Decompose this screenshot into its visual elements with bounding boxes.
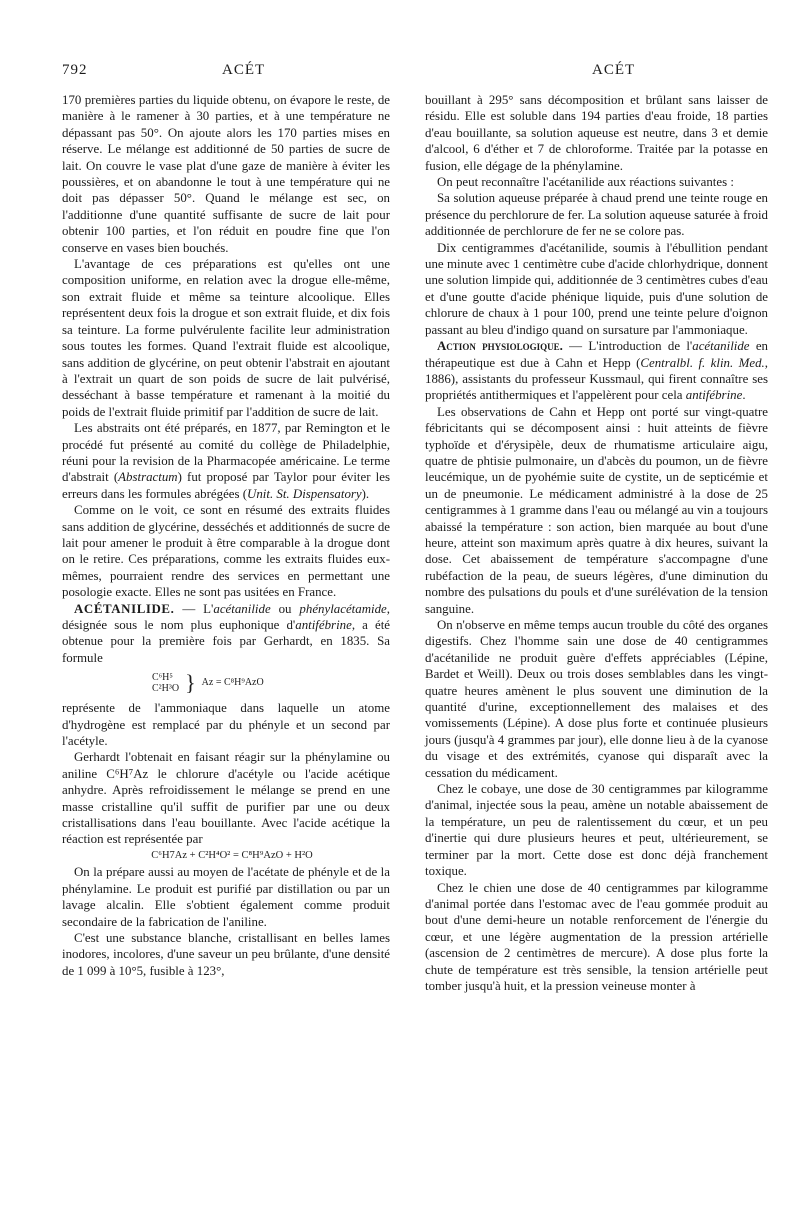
- left-column: [62, 92, 390, 979]
- right-column: [425, 92, 768, 994]
- formula-rhs: Az = C⁸H⁹AzO: [201, 677, 264, 689]
- italic-reference: Unit. St. Dispensatory: [247, 486, 362, 501]
- paragraph: L'avantage de ces préparations est qu'elles ont une composition uniforme, en relation avec la drogue elle-même, son extrait fluide et même sa teinture alcoolique. Elles représentent deux fois la drogue et son extrait fluide, et dix fois sa teinture. La forme pulvérulente facilite leur administration sous toutes les formes. Quand l'extrait fluide est alcoolique, sans addition de glycérine, on peut obtenir l'abstrait en ajoutant à l'extrait un quart de son poids de sucre de lait pulvérisé, desséchant à basse température et ramenant à la moitié du poids de l'extrait fluide primitif par l'addition de sucre de lait.: [62, 257, 390, 419]
- running-header: [0, 62, 800, 82]
- paragraph: Dix centigrammes d'acétanilide, soumis à l'ébullition pendant une minute avec 1 centimètre cube d'acide chlorhydrique, donnent une solution limpide qui, additionnée de 3 centimètres cubes d'eau et d'une goutte d'acide phénique liquide, puis d'une solution de chlorure de chaux à 1 pour 100, prend une teinte pelure d'oignon passant au bleu d'indigo quand on sursature par l'ammoniaque.: [425, 240, 768, 337]
- paragraph: On la prépare aussi au moyen de l'acétate de phényle et de la phénylamine. Le produit est purifié par distillation ou par un lavage alcalin. Elle s'obtient également comme produit secondaire de la fabrication de l'aniline.: [62, 865, 390, 929]
- paragraph: 170 premières parties du liquide obtenu, on évapore le reste, de manière à le ramener à 30 parties, et à une température ne dépassant pas 50°. On ajoute alors les 170 parties mises en réserve. Le mélange est additionné de 50 parties de sucre de lait. On couvre le vase plat d'une gaze de manière à éviter les poussières, et on abandonne le tout à une température qui ne doit pas dépasser 50°. Quand le mélange est sec, on l'additionne d'une quantité suffisante de sucre de lait pour obtenir 100 parties, et l'on réduit en poudre fine que l'on conserve en vases bien bouchés.: [62, 93, 390, 255]
- formula-top: C⁶H⁵: [152, 672, 173, 684]
- running-title-right: ACÉT: [592, 62, 636, 78]
- paragraph: Chez le cobaye, une dose de 30 centigrammes par kilogramme d'animal, injectée sous la peau, amène un notable abaissement de la température, un peu de ralentissement du cœur, et un peu d'inertie qui dure plusieurs heures et peut, ultérieurement, se terminer par la mort. Cette dose est donc déjà franchement toxique.: [425, 782, 768, 879]
- paragraph: Gerhardt l'obtenait en faisant réagir sur la phénylamine ou aniline C⁶H⁷Az le chlorure d'acétyle ou l'acide acétique anhydre. Après refroidissement le mélange se prend en une masse cristalline qu'il suffit de purifier par une ou deux cristallisations dans l'eau bouillante. Avec l'acide acétique la réaction est représentée par: [62, 750, 390, 847]
- brace-icon: }: [185, 670, 196, 696]
- section-heading: Action physiologique.: [437, 339, 563, 354]
- section-paragraph: Action physiologique. — L'introduction de l'acétanilide en thérapeutique est due à Cahn et Hepp (Centralbl. f. klin. Med., 1886), assistants du professeur Kussmaul, qui firent connaître ses propriétés antithermiques et l'appelèrent pour cela antifébrine.: [425, 339, 769, 403]
- paragraph: Comme on le voit, ce sont en résumé des extraits fluides sans addition de glycérine, desséchés et additionnés de sucre de lait pour amener le produit à être comparable à la drogue dont on le retire. Ces préparations, comme les extraits fluides eux-mêmes, pourraient rendre des services en permettant une posologie exacte. Elles ne sont pas usitées en France.: [62, 503, 390, 600]
- entry-heading: ACÉTANILIDE.: [74, 601, 175, 616]
- paragraph: C'est une substance blanche, cristallisant en belles lames inodores, incolores, d'une saveur un peu brûlante, d'une densité de 1 099 à 10°5, fusible à 123°,: [62, 930, 390, 978]
- running-title-left: ACÉT: [222, 62, 266, 78]
- paragraph: Les abstraits ont été préparés, en 1877, par Remington et le procédé fut présenté au comité du collège de Philadelphie, réuni pour la revision de la Pharmacopée américaine. Le terme d'abstrait (Abstractum) fut proposé par Taylor pour éviter les erreurs dans les formules abrégées (Unit. St. Dispensatory).: [62, 421, 390, 501]
- page-number: 792: [62, 62, 88, 78]
- chemical-formula: [152, 672, 390, 694]
- paragraph: représente de l'ammoniaque dans laquelle un atome d'hydrogène est remplacé par du phényle et un second par l'acétyle.: [62, 701, 390, 749]
- paragraph: On peut reconnaître l'acétanilide aux réactions suivantes :: [437, 175, 734, 190]
- italic-reference: Centralbl. f. klin. Med.: [640, 355, 765, 370]
- entry-paragraph: ACÉTANILIDE. — L'acétanilide ou phénylacétamide, désignée sous le nom plus euphonique d'antifébrine, a été obtenue pour la première fois par Gerhardt, en 1835. Sa formule: [62, 601, 390, 665]
- italic-term: Abstractum: [118, 470, 178, 485]
- paragraph: On n'observe en même temps aucun trouble du côté des organes digestifs. Chez l'homme sain une dose de 40 centigrammes d'acétanilide ne produit guère d'effets appréciables (Lépine, Bardet et Weill). Deux ou trois doses semblables dans les vingt-quatre heures amènent le plus souvent une diminution de la quantité d'urine, exceptionnellement des malaises et des vomissements (Lépine). A dose plus forte et continuée plusieurs jours (jusqu'à 4 grammes par jour), elle donne lieu à de la cyanose du visage et des extrémités, cyanose qui disparaît avec la cessation du médicament.: [425, 618, 768, 780]
- paragraph: bouillant à 295° sans décomposition et brûlant sans laisser de résidu. Elle est soluble dans 194 parties d'eau froide, 18 parties d'eau bouillante, sa solution aqueuse est neutre, dans 3 et demie d'alcool, 6 d'éther et 7 de chloroforme. Traitée par la potasse en fusion, elle dégage de la phénylamine.: [425, 93, 768, 173]
- paragraph: Sa solution aqueuse préparée à chaud prend une teinte rouge en présence du perchlorure de fer. La solution aqueuse saturée à froid additionnée de perchlorure de fer ne se colore pas.: [425, 191, 768, 239]
- formula-bottom: C²H³O: [152, 683, 180, 695]
- chemical-equation: C⁶H7Az + C²H⁴O² = C⁸H⁹AzO + H²O: [151, 849, 313, 861]
- paragraph: Les observations de Cahn et Hepp ont porté sur vingt-quatre fébricitants qui se décomposent ainsi : huit atteints de fièvre typhoïde et d'érysipèle, deux de rhumatisme articulaire aigu, quatre de phtisie pulmonaire, un d'abcès du poumon, un de fièvre leucémique, un de pyohémie suite de cystite, un de septicémie et un de pneumonie. Le médicament administré à la dose de 25 centigrammes à 1 gramme dans l'eau ou mélangé au vin a toujours abaissé la température : son action, bien marquée au bout d'une heure, atteint son maximum après quatre à dix heures, suivant la dose. Cet abaissement de température s'accompagne d'une rubéfaction de la peau, de sueurs légères, d'une diminution du nombre des pulsations du pouls et d'une surélévation de la tension sanguine.: [425, 404, 768, 616]
- paragraph: Chez le chien une dose de 40 centigrammes par kilogramme d'animal portée dans l'estomac avec de l'eau gommée produit au bout d'une demi-heure un notable renforcement de l'énergie du cœur, et une légère augmentation de la pression artérielle (ascension de 2 centimètres de mercure). A dose plus forte la chute de température est très sensible, la tension artérielle peut tomber jusqu'à huit, et la pression veineuse monter à: [425, 880, 768, 993]
